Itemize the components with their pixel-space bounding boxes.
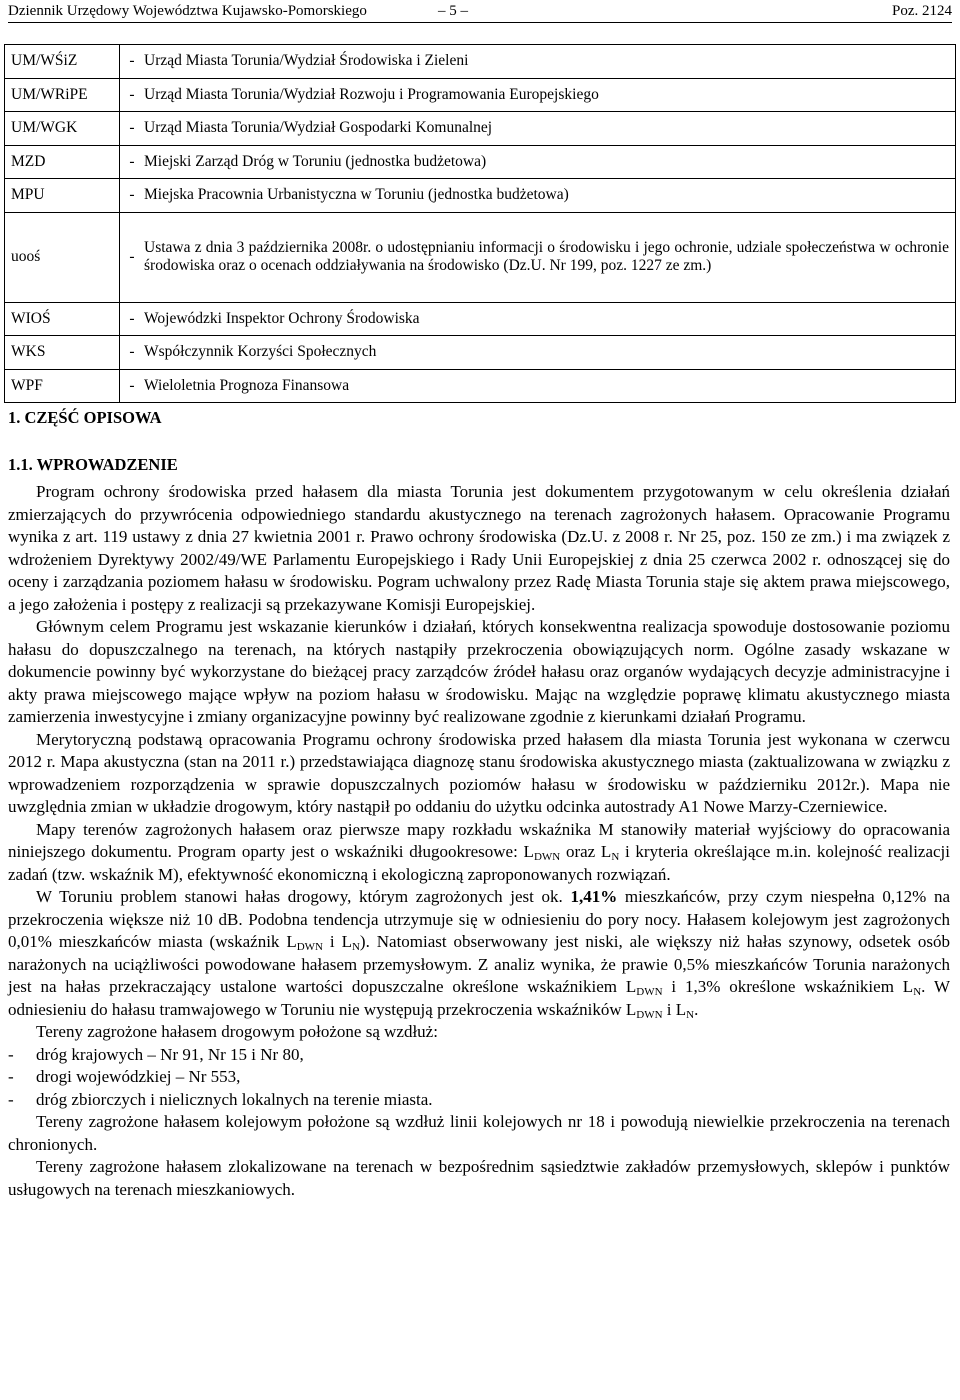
document-body — [8, 481, 950, 1201]
table-row — [5, 112, 956, 146]
desc-cell: Wieloletnia Prognoza Finansowa — [144, 376, 350, 394]
abbr-cell: UM/WGK — [5, 112, 120, 146]
table-row — [5, 45, 956, 79]
table-row — [5, 369, 956, 403]
desc-cell: Wojewódzki Inspektor Ochrony Środowiska — [144, 309, 420, 327]
desc-cell: Ustawa z dnia 3 października 2008r. o udostępnianiu informacji o środowisku i jego ochronie, udziale społeczeństwa w ochronie środowiska oraz o ocenach oddziaływania na środowisko (Dz.U. Nr 199, poz. 1227 ze zm.) — [144, 239, 949, 274]
abbr-cell: UM/WŚiZ — [5, 45, 120, 79]
abbr-cell: WKS — [5, 336, 120, 370]
desc-cell: Miejska Pracownia Urbanistyczna w Toruniu (jednostka budżetowa) — [144, 186, 569, 204]
abbreviations-table — [4, 44, 956, 403]
table-row — [5, 336, 956, 370]
list-item: - dróg krajowych – Nr 91, Nr 15 i Nr 80, — [8, 1044, 304, 1064]
list-item: - dróg zbiorczych i nielicznych lokalnych na terenie miasta. — [8, 1089, 433, 1109]
dash: - — [129, 186, 135, 204]
abbr-cell: MPU — [5, 179, 120, 213]
paragraph: W Toruniu problem stanowi hałas drogowy, którym zagrożonych jest ok. 1,41% mieszkańców, przy czym niespełna 0,12% na przekroczenia większe niż 10 dB. Podobna tendencja utrzymuje się w odniesieniu do pory nocy. Hałasem kolejowym jest zagrożonych 0,01% mieszkańców miasta (wskaźnik $L_{DWN}$ i $L_N$). Natomiast obserwowany jest niski, ale większy niż hałas szynowy, odsetek osób narażonych na uciążliwości powodowane hałasem przemysłowym. Z analiz wynika, że prawie 0,5% mieszkańców Torunia narażonych jest na hałas przekraczający ustalone wartości dopuszczalne określone wskaźnikiem $L_{DWN}$ i 1,3% określone wskaźnikiem $L_N$. W odniesieniu do hałasu tramwajowego w Toruniu nie występują przekroczenia wskaźników $L_{DWN}$ i $L_N$. — [8, 887, 950, 1021]
dash: - — [129, 248, 135, 265]
desc-cell: Urząd Miasta Torunia/Wydział Środowiska i Zieleni — [144, 52, 469, 70]
desc-cell: Urząd Miasta Torunia/Wydział Gospodarki Komunalnej — [144, 119, 493, 137]
abbr-cell: uooś — [5, 212, 120, 302]
paragraph: Tereny zagrożone hałasem kolejowym położone są wzdłuż linii kolejowych nr 18 i powodują niewielkie przekroczenia na terenach chronionych. — [8, 1112, 950, 1154]
dash: - — [129, 152, 135, 170]
dash: - — [129, 119, 135, 137]
abbr-cell: MZD — [5, 145, 120, 179]
dash: - — [129, 343, 135, 361]
document-header — [8, 0, 952, 23]
table-row — [5, 179, 956, 213]
table-row — [5, 212, 956, 302]
section-title: 1. CZĘŚĆ OPISOWA — [8, 408, 162, 427]
dash: - — [129, 309, 135, 327]
dash: - — [129, 85, 135, 103]
abbr-cell: WIOŚ — [5, 302, 120, 336]
table-row — [5, 145, 956, 179]
paragraph: Program ochrony środowiska przed hałasem dla miasta Torunia jest dokumentem przygotowanym w celu określenia działań zmierzających do przywrócenia odpowiedniego standardu akustycznego na terenach zagrożonych hałasem. Opracowanie Programu wynika z art. 119 ustawy z dnia 27 kwietnia 2001 r. Prawo ochrony środowiska (Dz.U. z 2008 r. Nr 25, poz. 150 ze zm.) i ma związek z wdrożeniem Dyrektywy 2002/49/WE Parlamentu Europejskiego i Rady Unii Europejskiej z dnia 25 czerwca 2002 r. odnoszącej się do oceny i zarządzania poziomem hałasu w środowisku. Pogram uchwalony przez Radę Miasta Torunia staje się aktem prawa miejscowego, a jego założenia i postępy z realizacji są przekazywane Komisji Europejskiej. — [8, 482, 950, 614]
paragraph: Tereny zagrożone hałasem zlokalizowane na terenach w bezpośrednim sąsiedztwie zakładów przemysłowych, sklepów i punktów usługowych na terenach mieszkaniowych. — [8, 1157, 950, 1199]
list-item: - drogi wojewódzkiej – Nr 553, — [8, 1067, 241, 1086]
desc-cell: Urząd Miasta Torunia/Wydział Rozwoju i Programowania Europejskiego — [144, 85, 599, 103]
position-number: Poz. 2124 — [892, 3, 952, 19]
paragraph: Merytoryczną podstawą opracowania Programu ochrony środowiska przed hałasem dla miasta Torunia jest wykonana w czerwcu 2012 r. Mapa akustyczna (stan na 2011 r.) przedstawiająca diagnozę stanu środowiska akustycznego miasta (zaktualizowana w związku z wprowadzeniem rozporządzenia w sprawie dopuszczalnych poziomów hałasu w środowisku w październiku 2012r.). Mapa nie uwzględnia zmian w układzie drogowym, który nastąpił po oddaniu do użytku odcinka autostrady A1 Nowe Marzy-Czerniewice. — [8, 729, 950, 816]
dash: - — [129, 376, 135, 394]
paragraph: Głównym celem Programu jest wskazanie kierunków i działań, których konsekwentna realizacja spowoduje dostosowanie poziomu hałasu do dopuszczalnego na terenach, na których nastąpiły przekroczenia obowiązujących norm. Ogólne zasady wskazane w dokumencie powinny być wykorzystane do bieżącej pracy zarządców źródeł hałasu oraz organów wydających decyzje administracyjne i akty prawa miejscowego mające wpływ na poziom hałasu w środowisku. Mając na względzie poprawę klimatu akustycznego miasta zamierzenia inwestycyjne i zmiany organizacyjne powinny być realizowane zgodnie z kierunkami działań Programu. — [8, 617, 950, 726]
desc-cell: Współczynnik Korzyści Społecznych — [144, 343, 377, 361]
paragraph: Mapy terenów zagrożonych hałasem oraz pierwsze mapy rozkładu wskaźnika M stanowiły materiał wyjściowy do opracowania niniejszego dokumentu. Program oparty jest o wskaźniki długookresowe: $L_{DWN}$ oraz $L_N$ i kryteria określające m.in. kolejność realizacji zadań (tzw. wskaźnik M), efektywność ekonomiczną i ekologiczną zaproponowanych rozwiązań. — [8, 819, 951, 884]
table-row — [5, 78, 956, 112]
subsection-title: 1.1. WPROWADZENIE — [8, 455, 178, 474]
journal-title: Dziennik Urzędowy Województwa Kujawsko-Pomorskiego — [8, 3, 367, 19]
page-number: – 5 – — [438, 3, 468, 19]
desc-cell: Miejski Zarząd Dróg w Toruniu (jednostka budżetowa) — [144, 152, 487, 170]
road-list — [8, 1044, 950, 1112]
abbr-cell: UM/WRiPE — [5, 78, 120, 112]
paragraph: Tereny zagrożone hałasem drogowym położone są wzdłuż: — [36, 1022, 438, 1041]
table-row — [5, 302, 956, 336]
dash: - — [129, 52, 135, 70]
abbr-cell: WPF — [5, 369, 120, 403]
